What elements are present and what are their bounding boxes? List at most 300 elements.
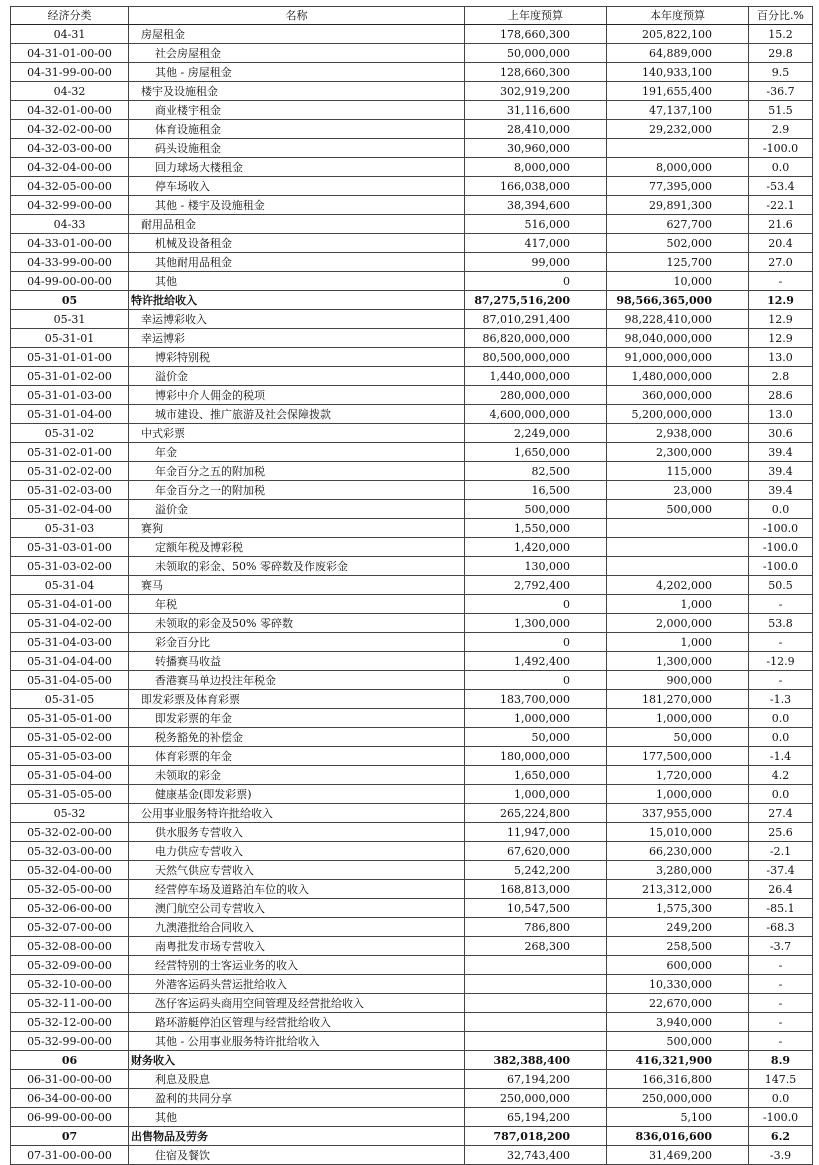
- prev-year-cell: 0: [465, 633, 607, 652]
- percent-cell: 12.9: [749, 329, 813, 348]
- this-year-cell: 5,100: [607, 1108, 749, 1127]
- code-cell: 04-32-05-00-00: [11, 177, 129, 196]
- table-row: [11, 310, 813, 329]
- code-cell: 05: [11, 291, 129, 310]
- this-year-cell: 77,395,000: [607, 177, 749, 196]
- prev-year-cell: 250,000,000: [465, 1089, 607, 1108]
- prev-year-cell: 50,000,000: [465, 44, 607, 63]
- code-cell: 05-31-05-03-00: [11, 747, 129, 766]
- this-year-cell: 98,228,410,000: [607, 310, 749, 329]
- table-row: [11, 63, 813, 82]
- name-cell: 未领取的彩金及50% 零碎数: [129, 614, 465, 633]
- prev-year-cell: 516,000: [465, 215, 607, 234]
- this-year-cell: 10,330,000: [607, 975, 749, 994]
- code-cell: 04-32-02-00-00: [11, 120, 129, 139]
- table-row: [11, 177, 813, 196]
- prev-year-cell: 99,000: [465, 253, 607, 272]
- prev-year-cell: 1,300,000: [465, 614, 607, 633]
- prev-year-cell: 168,813,000: [465, 880, 607, 899]
- name-cell: 供水服务专营收入: [129, 823, 465, 842]
- this-year-cell: 213,312,000: [607, 880, 749, 899]
- percent-cell: -37.4: [749, 861, 813, 880]
- code-cell: 05-31-05: [11, 690, 129, 709]
- percent-cell: -: [749, 671, 813, 690]
- this-year-cell: 416,321,900: [607, 1051, 749, 1070]
- percent-cell: 8.9: [749, 1051, 813, 1070]
- code-cell: 05-32-03-00-00: [11, 842, 129, 861]
- code-cell: 05-31-01: [11, 329, 129, 348]
- name-cell: 年金百分之一的附加税: [129, 481, 465, 500]
- code-cell: 05-31-03-02-00: [11, 557, 129, 576]
- table-row: [11, 386, 813, 405]
- prev-year-cell: 30,960,000: [465, 139, 607, 158]
- code-cell: 05-31-05-02-00: [11, 728, 129, 747]
- table-row: [11, 880, 813, 899]
- table-row: [11, 842, 813, 861]
- name-cell: 其他 - 楼宇及设施租金: [129, 196, 465, 215]
- name-cell: 机械及设备租金: [129, 234, 465, 253]
- prev-year-cell: 32,743,400: [465, 1146, 607, 1165]
- name-cell: 赛马: [129, 576, 465, 595]
- prev-year-cell: 2,792,400: [465, 576, 607, 595]
- prev-year-cell: [465, 975, 607, 994]
- percent-cell: 28.6: [749, 386, 813, 405]
- code-cell: 04-99-00-00-00: [11, 272, 129, 291]
- name-cell: 体育设施租金: [129, 120, 465, 139]
- table-row: [11, 557, 813, 576]
- this-year-cell: 22,670,000: [607, 994, 749, 1013]
- table-row: [11, 918, 813, 937]
- code-cell: 06-31-00-00-00: [11, 1070, 129, 1089]
- code-cell: 05-31-04-05-00: [11, 671, 129, 690]
- prev-year-cell: 500,000: [465, 500, 607, 519]
- name-cell: 外港客运码头营运批给收入: [129, 975, 465, 994]
- this-year-cell: 66,230,000: [607, 842, 749, 861]
- header-percent: 百分比.%: [749, 7, 813, 25]
- code-cell: 05-32-10-00-00: [11, 975, 129, 994]
- prev-year-cell: 86,820,000,000: [465, 329, 607, 348]
- prev-year-cell: 87,275,516,200: [465, 291, 607, 310]
- table-row: [11, 1108, 813, 1127]
- code-cell: 05-32-05-00-00: [11, 880, 129, 899]
- code-cell: 05-31-04-04-00: [11, 652, 129, 671]
- name-cell: 年金百分之五的附加税: [129, 462, 465, 481]
- prev-year-cell: 166,038,000: [465, 177, 607, 196]
- this-year-cell: 836,016,600: [607, 1127, 749, 1146]
- name-cell: 住宿及餐饮: [129, 1146, 465, 1165]
- this-year-cell: 29,232,000: [607, 120, 749, 139]
- percent-cell: 4.2: [749, 766, 813, 785]
- this-year-cell: 2,000,000: [607, 614, 749, 633]
- prev-year-cell: 128,660,300: [465, 63, 607, 82]
- percent-cell: 6.2: [749, 1127, 813, 1146]
- this-year-cell: 1,000: [607, 595, 749, 614]
- this-year-cell: 115,000: [607, 462, 749, 481]
- code-cell: 05-31-01-04-00: [11, 405, 129, 424]
- this-year-cell: 23,000: [607, 481, 749, 500]
- table-row: [11, 899, 813, 918]
- table-row: [11, 139, 813, 158]
- code-cell: 05-31-04: [11, 576, 129, 595]
- percent-cell: -: [749, 272, 813, 291]
- name-cell: 即发彩票及体育彩票: [129, 690, 465, 709]
- code-cell: 04-32-99-00-00: [11, 196, 129, 215]
- percent-cell: -1.3: [749, 690, 813, 709]
- name-cell: 公用事业服务特许批给收入: [129, 804, 465, 823]
- name-cell: 天然气供应专营收入: [129, 861, 465, 880]
- this-year-cell: 2,938,000: [607, 424, 749, 443]
- code-cell: 06-34-00-00-00: [11, 1089, 129, 1108]
- table-row: [11, 443, 813, 462]
- table-row: [11, 671, 813, 690]
- prev-year-cell: 65,194,200: [465, 1108, 607, 1127]
- table-row: [11, 424, 813, 443]
- this-year-cell: 98,040,000,000: [607, 329, 749, 348]
- code-cell: 05-31-03-01-00: [11, 538, 129, 557]
- name-cell: 其他 - 房屋租金: [129, 63, 465, 82]
- table-row: [11, 1051, 813, 1070]
- this-year-cell: 166,316,800: [607, 1070, 749, 1089]
- table-row: [11, 519, 813, 538]
- code-cell: 04-33-01-00-00: [11, 234, 129, 253]
- table-row: [11, 1146, 813, 1165]
- percent-cell: -12.9: [749, 652, 813, 671]
- this-year-cell: 502,000: [607, 234, 749, 253]
- code-cell: 05-31-01-03-00: [11, 386, 129, 405]
- percent-cell: 51.5: [749, 101, 813, 120]
- percent-cell: 12.9: [749, 291, 813, 310]
- name-cell: 氹仔客运码头商用空间管理及经营批给收入: [129, 994, 465, 1013]
- this-year-cell: 5,200,000,000: [607, 405, 749, 424]
- table-row: [11, 804, 813, 823]
- name-cell: 城市建设、推广旅游及社会保障拨款: [129, 405, 465, 424]
- prev-year-cell: 4,600,000,000: [465, 405, 607, 424]
- code-cell: 05-31-02: [11, 424, 129, 443]
- percent-cell: 39.4: [749, 481, 813, 500]
- percent-cell: 30.6: [749, 424, 813, 443]
- prev-year-cell: [465, 1032, 607, 1051]
- this-year-cell: 500,000: [607, 1032, 749, 1051]
- table-row: [11, 1070, 813, 1089]
- this-year-cell: 900,000: [607, 671, 749, 690]
- percent-cell: 9.5: [749, 63, 813, 82]
- table-row: [11, 1127, 813, 1146]
- name-cell: 溢价金: [129, 367, 465, 386]
- percent-cell: -22.1: [749, 196, 813, 215]
- percent-cell: -85.1: [749, 899, 813, 918]
- code-cell: 04-33-99-00-00: [11, 253, 129, 272]
- name-cell: 税务豁免的补偿金: [129, 728, 465, 747]
- name-cell: 经营特别的士客运业务的收入: [129, 956, 465, 975]
- name-cell: 盈利的共同分享: [129, 1089, 465, 1108]
- table-row: [11, 937, 813, 956]
- this-year-cell: 98,566,365,000: [607, 291, 749, 310]
- prev-year-cell: 280,000,000: [465, 386, 607, 405]
- code-cell: 05-31-02-01-00: [11, 443, 129, 462]
- prev-year-cell: 5,242,200: [465, 861, 607, 880]
- percent-cell: 13.0: [749, 405, 813, 424]
- prev-year-cell: 0: [465, 671, 607, 690]
- percent-cell: -1.4: [749, 747, 813, 766]
- this-year-cell: [607, 519, 749, 538]
- budget-sheet: [10, 6, 813, 1165]
- table-row: [11, 215, 813, 234]
- code-cell: 06: [11, 1051, 129, 1070]
- table-row: [11, 690, 813, 709]
- table-row: [11, 823, 813, 842]
- prev-year-cell: 0: [465, 595, 607, 614]
- this-year-cell: 500,000: [607, 500, 749, 519]
- name-cell: 赛狗: [129, 519, 465, 538]
- this-year-cell: 2,300,000: [607, 443, 749, 462]
- percent-cell: 0.0: [749, 158, 813, 177]
- percent-cell: -: [749, 1013, 813, 1032]
- code-cell: 05-31-04-02-00: [11, 614, 129, 633]
- name-cell: 未领取的彩金: [129, 766, 465, 785]
- table-row: [11, 462, 813, 481]
- this-year-cell: 360,000,000: [607, 386, 749, 405]
- name-cell: 财务收入: [129, 1051, 465, 1070]
- code-cell: 05-32-07-00-00: [11, 918, 129, 937]
- name-cell: 转播赛马收益: [129, 652, 465, 671]
- code-cell: 05-32-99-00-00: [11, 1032, 129, 1051]
- name-cell: 年税: [129, 595, 465, 614]
- prev-year-cell: 417,000: [465, 234, 607, 253]
- code-cell: 05-31-04-03-00: [11, 633, 129, 652]
- prev-year-cell: 50,000: [465, 728, 607, 747]
- prev-year-cell: 265,224,800: [465, 804, 607, 823]
- this-year-cell: [607, 139, 749, 158]
- name-cell: 特许批给收入: [129, 291, 465, 310]
- this-year-cell: 140,933,100: [607, 63, 749, 82]
- percent-cell: -100.0: [749, 519, 813, 538]
- table-row: [11, 956, 813, 975]
- table-row: [11, 405, 813, 424]
- header-code: 经济分类: [11, 7, 129, 25]
- percent-cell: -3.7: [749, 937, 813, 956]
- this-year-cell: 191,655,400: [607, 82, 749, 101]
- this-year-cell: 177,500,000: [607, 747, 749, 766]
- table-row: [11, 614, 813, 633]
- table-row: [11, 576, 813, 595]
- percent-cell: 25.6: [749, 823, 813, 842]
- prev-year-cell: 0: [465, 272, 607, 291]
- this-year-cell: 1,300,000: [607, 652, 749, 671]
- percent-cell: 2.8: [749, 367, 813, 386]
- name-cell: 彩金百分比: [129, 633, 465, 652]
- percent-cell: -: [749, 956, 813, 975]
- prev-year-cell: [465, 956, 607, 975]
- prev-year-cell: 787,018,200: [465, 1127, 607, 1146]
- this-year-cell: 205,822,100: [607, 25, 749, 44]
- prev-year-cell: 16,500: [465, 481, 607, 500]
- code-cell: 05-31-02-03-00: [11, 481, 129, 500]
- table-row: [11, 25, 813, 44]
- percent-cell: -100.0: [749, 538, 813, 557]
- prev-year-cell: 382,388,400: [465, 1051, 607, 1070]
- name-cell: 电力供应专营收入: [129, 842, 465, 861]
- code-cell: 05-31-05-04-00: [11, 766, 129, 785]
- percent-cell: -: [749, 1032, 813, 1051]
- name-cell: 澳门航空公司专营收入: [129, 899, 465, 918]
- code-cell: 05-31-01-02-00: [11, 367, 129, 386]
- percent-cell: 27.0: [749, 253, 813, 272]
- prev-year-cell: 10,547,500: [465, 899, 607, 918]
- name-cell: 路环游艇停泊区管理与经营批给收入: [129, 1013, 465, 1032]
- this-year-cell: 50,000: [607, 728, 749, 747]
- prev-year-cell: 1,440,000,000: [465, 367, 607, 386]
- code-cell: 05-32-12-00-00: [11, 1013, 129, 1032]
- name-cell: 南粤批发市场专营收入: [129, 937, 465, 956]
- code-cell: 05-31-05-05-00: [11, 785, 129, 804]
- percent-cell: 147.5: [749, 1070, 813, 1089]
- name-cell: 博彩中介人佣金的税项: [129, 386, 465, 405]
- prev-year-cell: 67,194,200: [465, 1070, 607, 1089]
- name-cell: 幸运博彩收入: [129, 310, 465, 329]
- code-cell: 05-32-11-00-00: [11, 994, 129, 1013]
- prev-year-cell: 31,116,600: [465, 101, 607, 120]
- code-cell: 05-31-01-01-00: [11, 348, 129, 367]
- name-cell: 码头设施租金: [129, 139, 465, 158]
- name-cell: 中式彩票: [129, 424, 465, 443]
- this-year-cell: 258,500: [607, 937, 749, 956]
- table-row: [11, 234, 813, 253]
- table-row: [11, 82, 813, 101]
- percent-cell: 0.0: [749, 500, 813, 519]
- name-cell: 停车场收入: [129, 177, 465, 196]
- table-row: [11, 500, 813, 519]
- code-cell: 07: [11, 1127, 129, 1146]
- percent-cell: 2.9: [749, 120, 813, 139]
- prev-year-cell: 268,300: [465, 937, 607, 956]
- name-cell: 出售物品及劳务: [129, 1127, 465, 1146]
- this-year-cell: [607, 538, 749, 557]
- code-cell: 04-32: [11, 82, 129, 101]
- table-row: [11, 1089, 813, 1108]
- name-cell: 回力球场大楼租金: [129, 158, 465, 177]
- prev-year-cell: 28,410,000: [465, 120, 607, 139]
- name-cell: 商业楼宇租金: [129, 101, 465, 120]
- prev-year-cell: 87,010,291,400: [465, 310, 607, 329]
- this-year-cell: 1,000,000: [607, 785, 749, 804]
- percent-cell: 0.0: [749, 728, 813, 747]
- name-cell: 九澳港批给合同收入: [129, 918, 465, 937]
- prev-year-cell: 1,420,000: [465, 538, 607, 557]
- header-this-year: 本年度预算: [607, 7, 749, 25]
- prev-year-cell: 38,394,600: [465, 196, 607, 215]
- code-cell: 05-31-02-02-00: [11, 462, 129, 481]
- this-year-cell: 627,700: [607, 215, 749, 234]
- name-cell: 利息及股息: [129, 1070, 465, 1089]
- code-cell: 05-32-06-00-00: [11, 899, 129, 918]
- table-header-row: [11, 7, 813, 25]
- this-year-cell: 8,000,000: [607, 158, 749, 177]
- table-row: [11, 709, 813, 728]
- prev-year-cell: 1,650,000: [465, 443, 607, 462]
- table-row: [11, 481, 813, 500]
- name-cell: 体育彩票的年金: [129, 747, 465, 766]
- percent-cell: 0.0: [749, 709, 813, 728]
- this-year-cell: 1,000: [607, 633, 749, 652]
- this-year-cell: 249,200: [607, 918, 749, 937]
- table-row: [11, 329, 813, 348]
- name-cell: 其他: [129, 272, 465, 291]
- table-row: [11, 291, 813, 310]
- percent-cell: -: [749, 595, 813, 614]
- code-cell: 05-32-02-00-00: [11, 823, 129, 842]
- percent-cell: -: [749, 994, 813, 1013]
- code-cell: 04-31: [11, 25, 129, 44]
- name-cell: 社会房屋租金: [129, 44, 465, 63]
- table-row: [11, 785, 813, 804]
- table-row: [11, 652, 813, 671]
- prev-year-cell: 67,620,000: [465, 842, 607, 861]
- percent-cell: -: [749, 975, 813, 994]
- code-cell: 05-32-08-00-00: [11, 937, 129, 956]
- prev-year-cell: 8,000,000: [465, 158, 607, 177]
- prev-year-cell: 2,249,000: [465, 424, 607, 443]
- table-row: [11, 747, 813, 766]
- name-cell: 其他 - 公用事业服务特许批给收入: [129, 1032, 465, 1051]
- table-row: [11, 1013, 813, 1032]
- prev-year-cell: 183,700,000: [465, 690, 607, 709]
- prev-year-cell: 1,650,000: [465, 766, 607, 785]
- prev-year-cell: 180,000,000: [465, 747, 607, 766]
- percent-cell: -53.4: [749, 177, 813, 196]
- code-cell: 04-31-99-00-00: [11, 63, 129, 82]
- percent-cell: 39.4: [749, 462, 813, 481]
- percent-cell: 27.4: [749, 804, 813, 823]
- name-cell: 溢价金: [129, 500, 465, 519]
- table-row: [11, 538, 813, 557]
- prev-year-cell: 178,660,300: [465, 25, 607, 44]
- percent-cell: -3.9: [749, 1146, 813, 1165]
- code-cell: 05-32: [11, 804, 129, 823]
- this-year-cell: 15,010,000: [607, 823, 749, 842]
- table-row: [11, 728, 813, 747]
- prev-year-cell: 11,947,000: [465, 823, 607, 842]
- percent-cell: 53.8: [749, 614, 813, 633]
- code-cell: 05-31: [11, 310, 129, 329]
- name-cell: 香港赛马单边投注年税金: [129, 671, 465, 690]
- name-cell: 未领取的彩金、50% 零碎数及作废彩金: [129, 557, 465, 576]
- code-cell: 05-31-04-01-00: [11, 595, 129, 614]
- prev-year-cell: 80,500,000,000: [465, 348, 607, 367]
- percent-cell: -100.0: [749, 1108, 813, 1127]
- this-year-cell: 181,270,000: [607, 690, 749, 709]
- table-row: [11, 253, 813, 272]
- code-cell: 05-31-03: [11, 519, 129, 538]
- percent-cell: 0.0: [749, 1089, 813, 1108]
- table-row: [11, 994, 813, 1013]
- this-year-cell: 3,940,000: [607, 1013, 749, 1032]
- code-cell: 04-32-04-00-00: [11, 158, 129, 177]
- prev-year-cell: 1,000,000: [465, 709, 607, 728]
- percent-cell: 29.8: [749, 44, 813, 63]
- table-row: [11, 120, 813, 139]
- this-year-cell: 1,000,000: [607, 709, 749, 728]
- table-row: [11, 44, 813, 63]
- name-cell: 耐用品租金: [129, 215, 465, 234]
- prev-year-cell: 302,919,200: [465, 82, 607, 101]
- name-cell: 定额年税及博彩税: [129, 538, 465, 557]
- name-cell: 楼宇及设施租金: [129, 82, 465, 101]
- table-row: [11, 766, 813, 785]
- this-year-cell: 1,480,000,000: [607, 367, 749, 386]
- name-cell: 博彩特别税: [129, 348, 465, 367]
- this-year-cell: 600,000: [607, 956, 749, 975]
- percent-cell: 12.9: [749, 310, 813, 329]
